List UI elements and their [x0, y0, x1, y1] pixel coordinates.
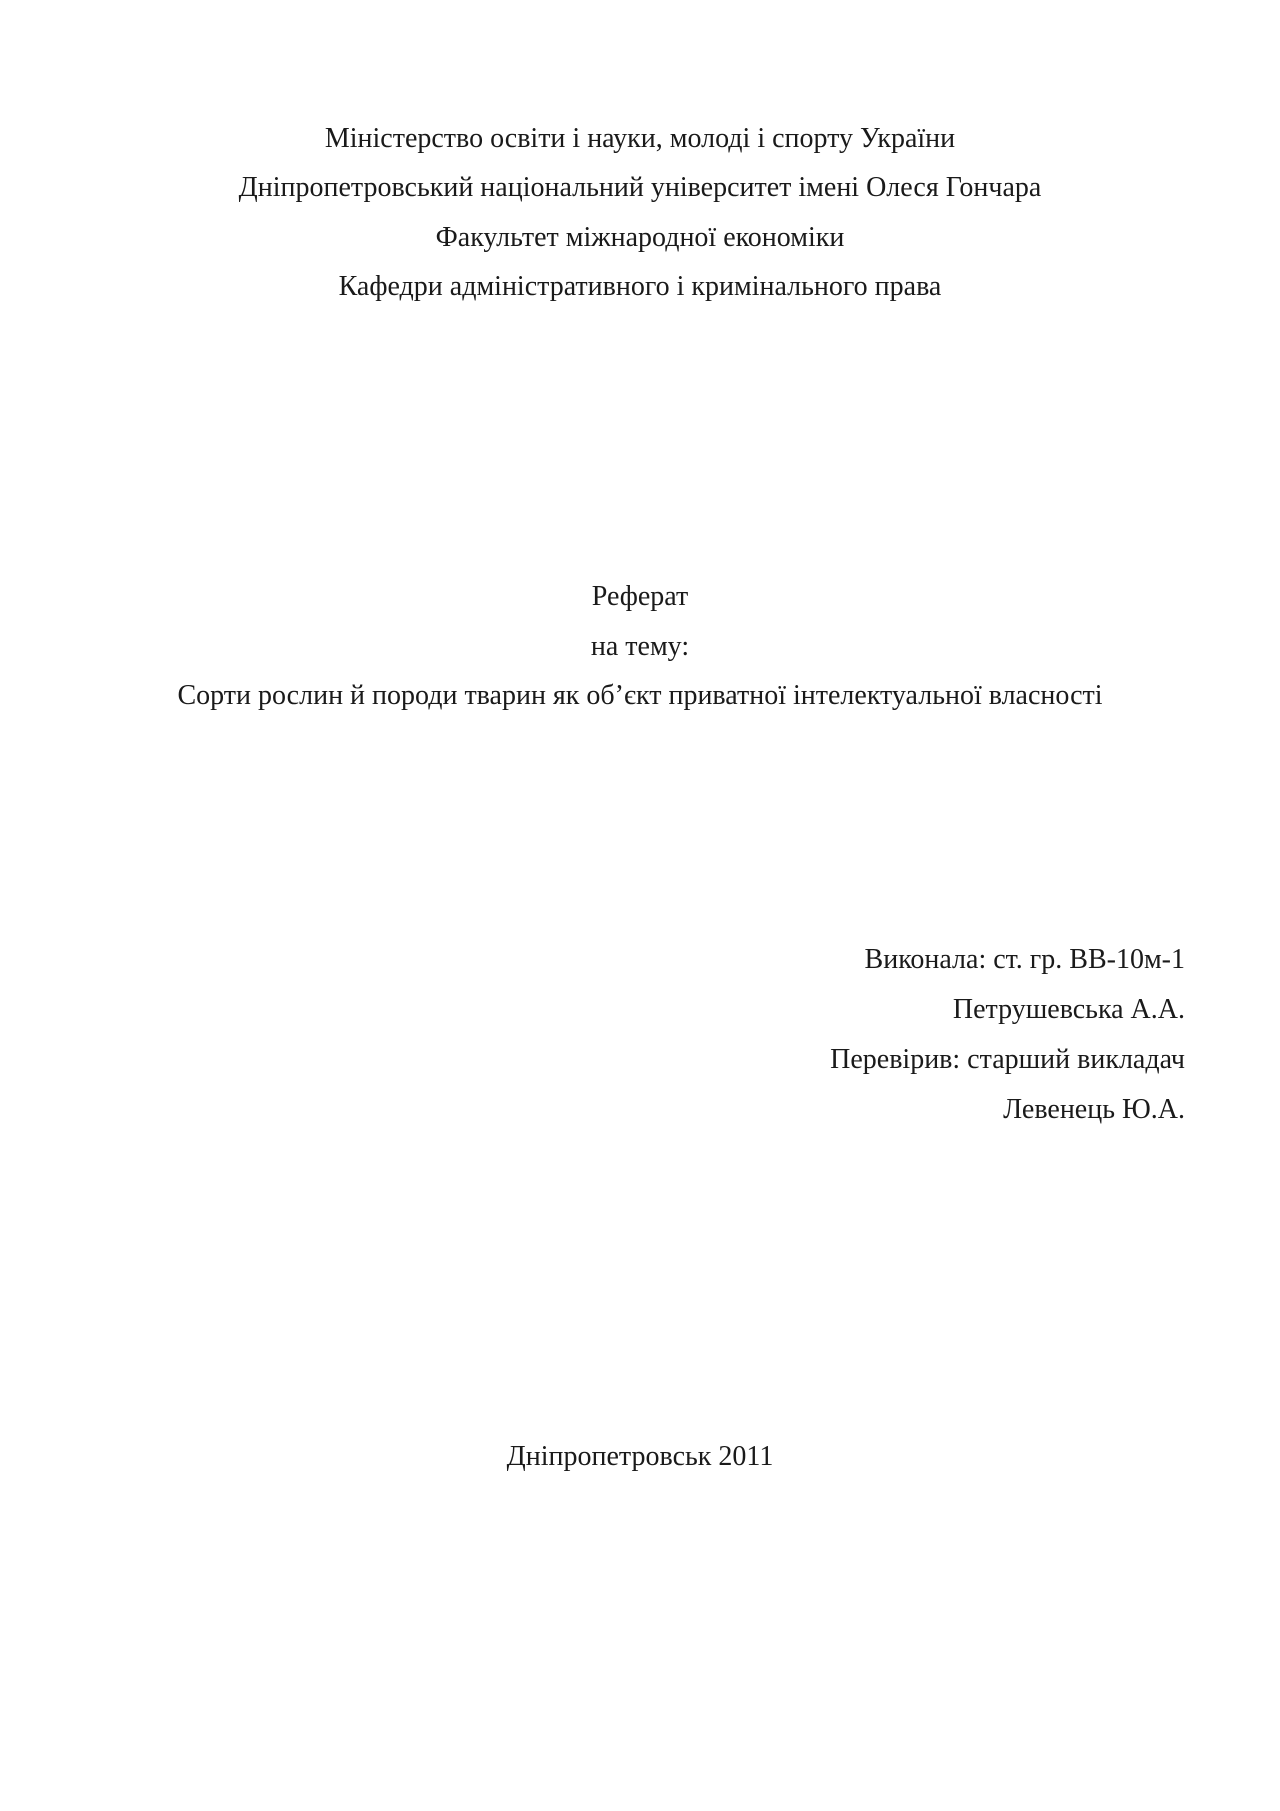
checked-by-line: Перевірив: старший викладач	[830, 1044, 1185, 1075]
university-line: Дніпропетровський національний університет імені Олеся Гончара	[238, 172, 1042, 203]
ministry-line: Міністерство освіти і науки, молоді і спорту України	[324, 123, 956, 154]
performed-by-line: Виконала: ст. гр. ВВ-10м-1	[864, 944, 1185, 975]
city-year: Дніпропетровськ 2011	[506, 1441, 774, 1472]
faculty-line: Факультет міжнародної економіки	[435, 222, 845, 253]
on-topic-label: на тему:	[590, 631, 690, 662]
student-name: Петрушевська А.А.	[952, 994, 1185, 1025]
topic-title: Сорти рослин й породи тварин як об’єкт приватної інтелектуальної власності	[177, 680, 1103, 711]
document-type: Реферат	[591, 581, 689, 612]
teacher-name: Левенець Ю.А.	[1003, 1094, 1185, 1125]
department-line: Кафедри адміністративного і кримінального права	[338, 271, 942, 302]
